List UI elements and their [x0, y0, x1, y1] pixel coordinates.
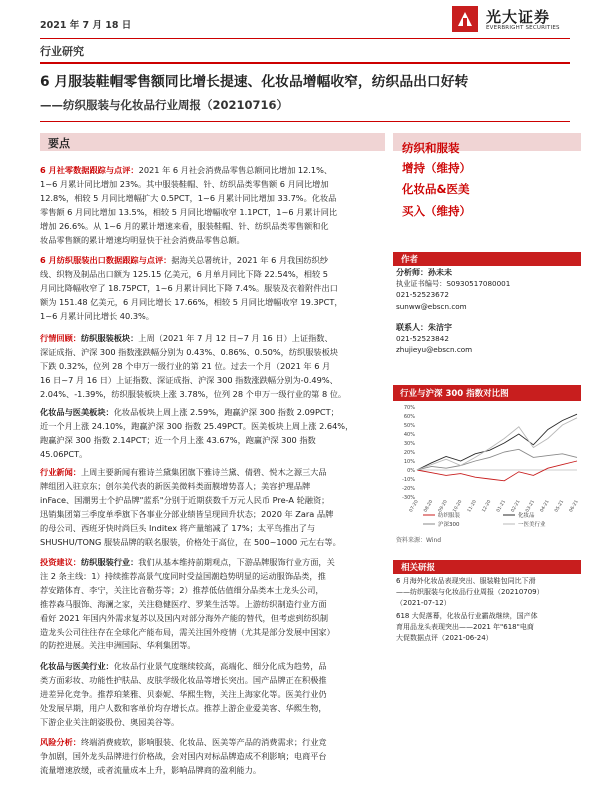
series-line	[417, 461, 577, 481]
rating-sector-cosmetics: 化妆品&医美	[402, 182, 470, 196]
x-tick-label: 10-20	[452, 499, 464, 514]
paragraph-retail: 6 月社零数据跟踪与点评：2021 年 6 月社会消费品零售总额同比增加 12.1%、 1~6 月累计同比增加 23%。其中服装鞋帽、针、纺织品类零售额 6 月同比增加 12.8%，相较 5 月同比增幅扩大 0.5PCT，1~6 月累计同比增加 33.7%。化妆品 零售额 6 月同比增加 13.5%，相较 5 月同比增幅收窄 1.1PCT，1~6 月累计同比 增加 26.6%。从 1~6 月的累计增速来看，服装鞋帽、针、纺织品类零售额和化 妆品零售额的累计增速均明显快于社会消费品零售总额。	[40, 165, 338, 245]
series-line	[417, 418, 577, 470]
contact-email[interactable]: zhujieyu@ebscn.com	[396, 345, 473, 355]
x-tick-label: 08-20	[423, 499, 435, 514]
legend-label: 沪深300	[438, 522, 460, 528]
y-tick-label: 50%	[403, 423, 415, 429]
x-tick-label: 04-21	[539, 499, 551, 514]
title-divider	[40, 62, 570, 64]
x-tick-label: 11-20	[467, 499, 478, 514]
paragraph-heading: 6 月纺织服装出口数据跟踪与点评：	[40, 255, 172, 265]
paragraph-heading: 风险分析：	[40, 737, 81, 747]
x-tick-label: 02-21	[510, 499, 522, 514]
y-tick-label: -30%	[402, 495, 415, 501]
related-section-title: 相关研报	[393, 560, 581, 574]
legend-label: 纺织服装	[438, 513, 461, 519]
paragraph-risk-analysis: 风险分析：终端消费疲软，影响服装、化妆品、医美等产品的消费需求；行业竞 争加剧，国外龙头品牌进行价格战，会对国内对标品牌造成不利影响；电商平台 流量增速放缓，或者流量成本上升，影响品牌商的盈利能力。	[40, 737, 327, 775]
paragraph-cosmetics-market: 化妆品与医美板块：化妆品板块上周上涨 2.59%，跑赢沪深 300 指数 2.09PCT； 近一个月上涨 24.10%，跑赢沪深 300 指数 25.49PCT。医美板块上周上涨 2.64%， 跑赢沪深 300 指数 2.14PCT；近一个月上涨 43.67%，跑赢沪深 300 指数 45.06PCT。	[40, 407, 354, 459]
paragraph-heading: 行业新闻：	[40, 467, 81, 477]
chart-title-bar	[393, 385, 581, 401]
y-tick-label: 60%	[403, 414, 415, 420]
y-tick-label: 70%	[403, 405, 415, 411]
everbright-logo-icon	[452, 6, 478, 32]
paragraph-market-review: 行情回顾：纺织服装板块：上周（2021 年 7 月 12 日~7 月 16 日）上证指数、 深证成指、沪深 300 指数涨跌幅分别为 0.43%、0.86%、0.50%，纺织服装板块 下跌 0.32%，位列 28 个申万一级行业的第 21 位。过去一个月（2021 年 6 月 16 日~7 月 16 日）上证指数、深证成指、沪深 300 指数涨跌幅分别为-0.49%、 2.04%、-1.39%，纺织服装板块上涨 3.78%，位列 28 个申万一级行业的第 8 位。	[40, 333, 347, 399]
paragraph-industry-news: 行业新闻：上周主要新闻有雅诗兰黛集团旗下雅诗兰黛、倩碧、悦木之源三大品 牌组团入驻京东；创尔美代表的新医美微料类面膜增势喜人；美容护理品牌 inFace、国潮男士个护品牌"蓝系"分别于近期获数千万元人民币 Pre-A 轮融资； 迅销集团第三季度单季旗下各事业分部业绩皆呈现回升状态；2020 年 Zara 品牌 的母公司、西班牙快时尚巨头 Inditex 将产量缩减了 17%；太平鸟推出了与 SHUSHU/TONG 服装品牌的联名服装，价格处于高位，在 500~1000 元左右等。	[40, 467, 341, 547]
y-tick-label: 10%	[403, 459, 415, 465]
analyst-email[interactable]: sunww@ebscn.com	[396, 301, 467, 311]
paragraph-heading: 行情回顾：	[40, 333, 81, 343]
paragraph-heading: 化妆品与医美板块：	[40, 407, 114, 417]
y-tick-label: 40%	[403, 432, 415, 438]
key-points-header	[40, 133, 385, 151]
rating-sector-textile: 纺织和服装	[402, 141, 460, 155]
logo-text-cn: 光大证券	[486, 8, 551, 26]
legend-label: 化妆品	[518, 513, 535, 519]
series-line	[417, 414, 577, 470]
paragraph-export: 6 月纺织服装出口数据跟踪与点评：据海关总署统计，2021 年 6 月我国纺织纱 线、织物及制品出口额为 125.15 亿美元，6 月单月同比下降 22.54%，相较 5 月同比降幅收窄了 18.75PCT，1~6 月累计同比下降 7.4%。服装及衣着附件出口 额为 151.48 亿美元，6 月同比增长 17.66%，相较 5 月同比增幅收窄 19.3PCT， 1~6 月累计同比增长 40.3%。	[40, 255, 343, 321]
x-tick-label: 07-20	[408, 499, 420, 514]
chart-plot	[393, 403, 581, 533]
legend-label: 一医美行业	[518, 522, 546, 528]
x-tick-label: 01-21	[496, 499, 508, 514]
x-tick-label: 12-20	[481, 499, 493, 514]
paragraph-heading: 6 月社零数据跟踪与点评：	[40, 165, 139, 175]
x-tick-label: 03-21	[525, 499, 537, 514]
y-tick-label: -20%	[402, 486, 415, 492]
x-tick-label: 09-20	[437, 499, 449, 514]
analyst-license: 执业证书编号：S0930517080001	[396, 279, 511, 289]
subtitle-divider	[40, 121, 570, 122]
index-comparison-chart	[393, 385, 581, 533]
paragraph-investment-advice: 投资建议：纺织服装行业：我们从基本维持前期观点，下游品牌服饰行业方面，关 注 2 条主线：1）持续推荐高景气度同时受益国潮趋势明显的运动服饰品类，推 荐安踏体育、李宁，关注比音勒芬等；2）推荐低估值细分品类本土龙头公司， 推荐森马服饰、海澜之家，关注稳健医疗、罗莱生活等。上游纺织制造行业方面 看好 2021 年国内外需求复苏以及国内对部分海外产能的替代，但考虑到纺织制 造龙头公司往往存在全球化产能布局，需关注国外疫情（尤其是部分发展中国家） 的防控进展。关注申洲国际、华利集团等。	[40, 557, 335, 651]
contact-block	[396, 322, 578, 356]
y-tick-label: 30%	[403, 441, 415, 447]
y-tick-label: -10%	[402, 477, 415, 483]
analyst-name: 分析师：孙未未	[396, 268, 452, 277]
rating-textile-value: 增持（维持）	[402, 161, 471, 175]
report-date: 2021 年 7 月 18 日	[40, 20, 132, 31]
x-tick-label: 06-21	[568, 499, 580, 514]
report-title: 6 月服装鞋帽零售额同比增长提速、化妆品增幅收窄，纺织品出口好转	[40, 74, 469, 90]
report-subtitle: ——纺织服装与化妆品行业周报（20210716）	[40, 98, 289, 112]
logo-text-en: EVERBRIGHT SECURITIES	[486, 25, 560, 31]
paragraph-heading: 化妆品与医美行业：	[40, 661, 114, 671]
report-category: 行业研究	[40, 45, 84, 58]
chart-source: 资料来源：Wind	[396, 537, 442, 544]
author-block	[396, 267, 578, 312]
analyst-phone: 021-52523672	[396, 290, 449, 300]
author-section-title: 作者	[393, 252, 581, 266]
y-tick-label: 0%	[407, 468, 415, 474]
chart-title: 行业与沪深 300 指数对比图	[400, 389, 509, 399]
rating-cosmetics-value: 买入（维持）	[402, 204, 471, 218]
related-report-item[interactable]: 618 大促落幕，化妆品行业霸战继续，国产体 育用品龙头表现突出——2021 年"618"电商 大促数据点评（2021-06-24）	[396, 612, 538, 643]
contact-phone: 021-52523842	[396, 334, 449, 344]
paragraph-cosmetics-advice: 化妆品与医美行业：化妆品行业景气度继续较高，高端化、细分化成为趋势，品 类方面彩妆、功能性护肤品、皮肤学级化妆品等增长突出。国产品牌正在积极推 进差异化竞争。推荐珀莱雅、贝泰妮、华熙生物，关注上海家化等。医美行业仍 处发展早期，用户人数和客单价均存增长点。推荐上游企业爱美客、华熙生物， 下游企业关注朗姿股份、奥园美谷等。	[40, 661, 327, 727]
related-report-item[interactable]: 6 月海外化妆品表现突出、服装鞋包同比下滑 ——纺织服装与化妆品行业周报（20210709） （2021-07-12）	[396, 577, 544, 608]
key-points-label: 要点	[48, 137, 70, 150]
y-tick-label: 20%	[403, 450, 415, 456]
paragraph-heading: 投资建议：	[40, 557, 81, 567]
header-divider	[40, 38, 570, 39]
contact-name: 联系人：朱洁宇	[396, 323, 452, 332]
x-tick-label: 05-21	[554, 499, 566, 514]
broker-logo	[452, 4, 582, 36]
